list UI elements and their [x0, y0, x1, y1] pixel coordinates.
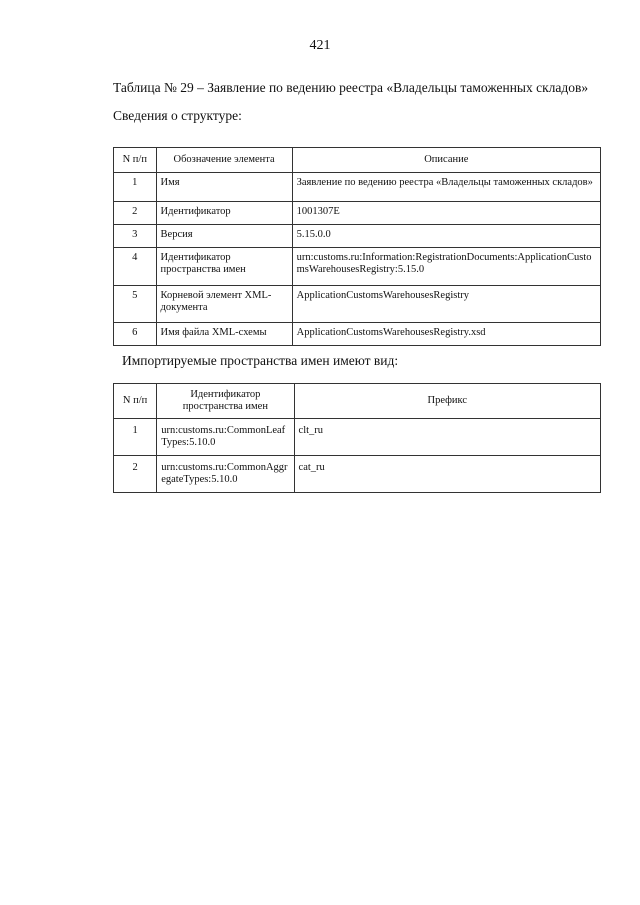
table-row [114, 456, 601, 493]
page-number: 421 [309, 38, 331, 53]
table-title: Таблица № 29 – Заявление по ведению реестра «Владельцы таможенных складов» [113, 80, 589, 95]
row-description: ApplicationCustomsWarehousesRegistry [292, 286, 600, 323]
col-header-number: N п/п [114, 384, 157, 419]
row-number: 1 [114, 419, 157, 456]
col-header-element: Обозначение элемента [156, 148, 292, 173]
table-row [114, 419, 601, 456]
row-description: 5.15.0.0 [292, 225, 600, 248]
row-element: Идентификатор [156, 202, 292, 225]
row-element: Версия [156, 225, 292, 248]
table-row [114, 248, 601, 286]
row-prefix: clt_ru [294, 419, 600, 456]
imports-heading: Импортируемые пространства имен имеют вид: [122, 353, 399, 368]
table-row [114, 323, 601, 346]
row-number: 3 [114, 225, 157, 248]
row-number: 4 [114, 248, 157, 286]
imports-table [113, 383, 601, 493]
table-row [114, 225, 601, 248]
row-element: Корневой элемент XML-документа [156, 286, 292, 323]
col-header-namespace: Идентификатор пространства имен [157, 384, 294, 419]
row-description: Заявление по ведению реестра «Владельцы таможенных складов» [292, 173, 600, 202]
row-number: 2 [114, 456, 157, 493]
table-row [114, 286, 601, 323]
structure-table [113, 147, 601, 346]
row-namespace: urn:customs.ru:CommonAggregateTypes:5.10.0 [157, 456, 294, 493]
row-number: 5 [114, 286, 157, 323]
row-element: Имя файла XML-схемы [156, 323, 292, 346]
row-description: ApplicationCustomsWarehousesRegistry.xsd [292, 323, 600, 346]
table-header-row [114, 384, 601, 419]
table-header-row [114, 148, 601, 173]
row-element: Идентификатор пространства имен [156, 248, 292, 286]
row-number: 1 [114, 173, 157, 202]
row-number: 6 [114, 323, 157, 346]
row-number: 2 [114, 202, 157, 225]
col-header-description: Описание [292, 148, 600, 173]
row-element: Имя [156, 173, 292, 202]
row-prefix: cat_ru [294, 456, 600, 493]
row-description: urn:customs.ru:Information:RegistrationDocuments:ApplicationCustomsWarehousesRegistry:5.15.0 [292, 248, 600, 286]
structure-heading: Сведения о структуре: [113, 108, 242, 123]
row-description: 1001307E [292, 202, 600, 225]
table-row [114, 173, 601, 202]
col-header-prefix: Префикс [294, 384, 600, 419]
col-header-number: N п/п [114, 148, 157, 173]
table-row [114, 202, 601, 225]
row-namespace: urn:customs.ru:CommonLeafTypes:5.10.0 [157, 419, 294, 456]
